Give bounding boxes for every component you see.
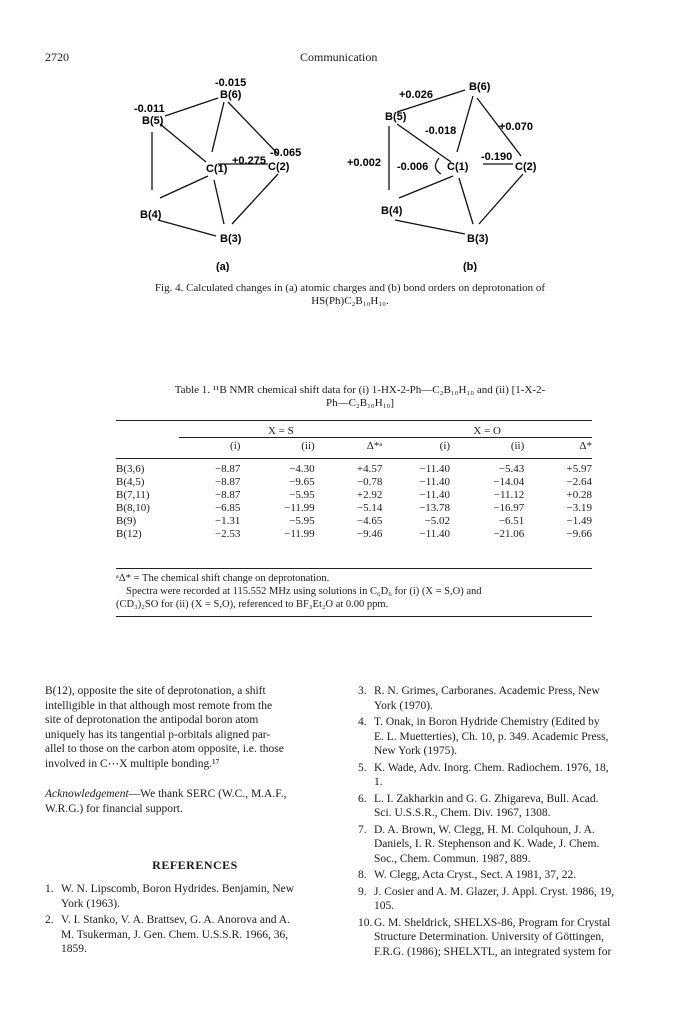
body-line: allel to those on the carbon atom opposite, i.e. those	[45, 743, 284, 755]
b-b3-label: B(3)	[467, 233, 489, 245]
cell: −1.31	[214, 515, 241, 527]
table-col-header	[116, 438, 592, 454]
body-line: involved in C⋯X multiple bonding.¹⁷	[45, 757, 220, 770]
reference-item	[45, 913, 345, 957]
body-paragraph	[45, 684, 345, 771]
col-s-ii: (ii)	[301, 439, 315, 452]
cell: −0.78	[356, 476, 383, 488]
table-group-header	[116, 424, 592, 438]
ref-line: R. N. Grimes, Carboranes. Academic Press, New	[374, 685, 600, 697]
nmr-table	[116, 424, 592, 541]
ref-num: 4.	[358, 716, 367, 728]
ref-line: E. L. Muetterties), Ch. 10, p. 349. Academic Press,	[374, 730, 609, 743]
body-line: intelligible in that although most remote from the	[45, 699, 273, 712]
references-heading: REFERENCES	[152, 858, 238, 872]
b-b5-label: B(5)	[385, 111, 407, 123]
ref-line: J. Cosier and A. M. Glazer, J. Appl. Cryst. 1986, 19,	[374, 885, 615, 898]
cell: +5.97	[566, 463, 592, 475]
cell: −21.06	[493, 528, 525, 540]
figure-caption-line1: Fig. 4. Calculated changes in (a) atomic charges and (b) bond orders on deprotonation of	[154, 282, 546, 294]
b-b6-c2-order: +0.070	[499, 121, 533, 133]
cell: −6.85	[214, 502, 241, 514]
page-number: 2720	[45, 50, 69, 64]
cell: −9.46	[356, 528, 383, 540]
table-row	[116, 463, 592, 476]
cell: −1.49	[566, 515, 592, 527]
cell: −5.02	[424, 515, 451, 527]
col-o-i: (i)	[439, 439, 451, 452]
ref-num: 5.	[358, 761, 367, 774]
cell: −4.65	[356, 515, 383, 527]
ref-line: York (1970).	[374, 699, 433, 712]
table-footnote-b2: (CD₃)₂SO for (ii) (X = S,O), referenced to BF₃Et₂O at 0.00 ppm.	[116, 599, 389, 610]
a-panel-label: (a)	[216, 261, 230, 272]
ref-line: Sci. U.S.S.R., Chem. Div. 1967, 1308.	[374, 807, 551, 819]
body-line: uniquely has its tangential p-orbitals aligned par-	[45, 728, 271, 741]
a-c1-charge: +0.275	[232, 155, 266, 167]
cell: −5.14	[356, 502, 383, 514]
row-label: B(7,11)	[116, 489, 150, 501]
ack-text-2: W.R.G.) for financial support.	[45, 802, 183, 815]
cell: −6.51	[498, 515, 525, 527]
references-right	[358, 684, 658, 961]
ref-line: M. Tsukerman, J. Gen. Chem. U.S.S.R. 1966, 36,	[61, 928, 289, 941]
row-label: B(8,10)	[116, 502, 150, 514]
cell: −11.40	[419, 528, 451, 540]
ref-line: 105.	[374, 900, 395, 912]
row-label: B(9)	[116, 515, 137, 527]
ref-num: 10.	[358, 916, 373, 929]
cell: −8.87	[214, 463, 241, 475]
group-o: X = O	[382, 424, 592, 438]
cell: −5.43	[498, 463, 525, 475]
reference-item	[358, 792, 658, 821]
b-c1-label: C(1)	[447, 161, 469, 173]
b-b5-b4-order: +0.002	[347, 157, 381, 169]
b-b5-b6-order: +0.026	[399, 89, 433, 101]
references-left	[45, 882, 345, 959]
a-b6-charge: -0.015	[215, 77, 247, 89]
cell: −11.40	[419, 489, 451, 501]
b-b6-label: B(6)	[469, 81, 491, 93]
a-c2-charge: -0.065	[270, 147, 302, 159]
ref-line: G. M. Sheldrick, SHELXS-86, Program for Crystal	[374, 916, 611, 929]
a-b5-label: B(5)	[142, 115, 164, 127]
row-label: B(12)	[116, 528, 142, 540]
acknowledgement	[45, 787, 345, 816]
cell: −9.66	[566, 528, 592, 540]
table-row	[116, 502, 592, 515]
cell: −4.30	[289, 463, 315, 475]
a-b3-label: B(3)	[220, 233, 242, 245]
table-caption-line1: Table 1. ¹¹B NMR chemical shift data for (i) 1-HX-2-Ph—C₂B₁₀H₁₀ and (ii) [1-X-2-	[174, 384, 546, 396]
ack-text: —We thank SERC (W.C., M.A.F.,	[128, 788, 287, 800]
figure-caption	[60, 282, 640, 308]
ref-line: V. I. Stanko, V. A. Brattsev, G. A. Anorova and A.	[61, 914, 290, 926]
ref-num: 7.	[358, 823, 367, 836]
col-s-i: (i)	[230, 439, 241, 452]
b-b5-c1-order: -0.018	[425, 125, 457, 137]
ref-line: 1859.	[61, 943, 87, 955]
ref-num: 9.	[358, 885, 367, 898]
cell: −9.65	[289, 476, 315, 488]
ref-line: D. A. Brown, W. Clegg, H. M. Colquhoun, J. A.	[374, 823, 595, 836]
cell: −11.40	[419, 476, 451, 488]
reference-item	[358, 761, 658, 790]
table-footnotes	[116, 572, 592, 611]
ref-line: 1.	[374, 776, 383, 788]
row-label: B(3,6)	[116, 463, 145, 475]
ref-line: New York (1975).	[374, 745, 458, 757]
ref-num: 1.	[45, 883, 54, 895]
cell: −2.53	[214, 528, 241, 540]
ref-line: T. Onak, in Boron Hydride Chemistry (Edited by	[374, 716, 600, 728]
cell: −5.95	[289, 515, 315, 527]
cell: −11.99	[284, 502, 315, 514]
cell: −2.64	[566, 476, 592, 488]
table-end-rule	[116, 616, 592, 617]
a-b6-label: B(6)	[220, 89, 242, 101]
table-row	[116, 489, 592, 502]
figure-caption-line2: HS(Ph)C₂B₁₀H₁₀.	[311, 295, 389, 307]
ref-num: 8.	[358, 869, 367, 881]
cell: −11.12	[493, 489, 525, 501]
col-s-delta: Δ*ᵃ	[366, 439, 383, 452]
row-label: B(4,5)	[116, 476, 145, 488]
cell: +2.92	[356, 489, 383, 501]
reference-item	[358, 823, 658, 867]
cell: −5.95	[289, 489, 315, 501]
reference-item	[358, 868, 658, 883]
ref-line: Structure Determination. University of Göttingen,	[374, 931, 604, 943]
cell: −11.99	[284, 528, 315, 540]
table-row	[116, 515, 592, 528]
cell: −14.04	[493, 476, 525, 488]
b-panel-label: (b)	[463, 261, 478, 272]
ref-num: 6.	[358, 792, 367, 805]
a-c2-label: C(2)	[268, 161, 290, 173]
body-line: site of deprotonation the antipodal boron atom	[45, 714, 259, 726]
table-caption	[100, 384, 620, 410]
reference-item	[45, 882, 345, 911]
cell: −8.87	[214, 489, 241, 501]
ref-num: 2.	[45, 914, 54, 926]
ref-line: L. I. Zakharkin and G. G. Zhigareva, Bull. Acad.	[374, 792, 599, 805]
ref-line: Soc., Chem. Commun. 1987, 889.	[374, 852, 531, 865]
table-caption-line2: Ph—C₂B₁₀H₁₀]	[325, 397, 395, 409]
cell: −8.87	[214, 476, 241, 488]
table-row	[116, 476, 592, 489]
body-line: B(12), opposite the site of deprotonation, a shift	[45, 685, 266, 697]
reference-item	[358, 885, 658, 914]
reference-item	[358, 715, 658, 759]
b-c1-b4-order: -0.006	[397, 161, 429, 173]
ref-line: Daniels, I. R. Stephenson and K. Wade, J. Chem.	[374, 838, 600, 850]
reference-item	[358, 916, 658, 960]
ack-label: Acknowledgement	[45, 788, 129, 800]
cell: +4.57	[356, 463, 383, 475]
group-s: X = S	[179, 424, 382, 438]
table-footnote-a: ᵃΔ* = The chemical shift change on deprotonation.	[116, 573, 330, 584]
ref-line: F.R.G. (1986); SHELXTL, an integrated system for	[374, 945, 612, 958]
reference-item	[358, 684, 658, 713]
ref-num: 3.	[358, 685, 367, 697]
b-c1-c2-order: -0.190	[481, 151, 513, 163]
cell: −13.78	[419, 502, 451, 514]
a-b5-charge: -0.011	[134, 103, 165, 115]
table-row	[116, 528, 592, 541]
b-c2-label: C(2)	[515, 161, 537, 173]
cell: +0.28	[566, 489, 592, 501]
a-c1-label: C(1)	[206, 163, 228, 175]
col-o-ii: (ii)	[510, 439, 525, 452]
ref-line: W. N. Lipscomb, Boron Hydrides. Benjamin, New	[61, 883, 295, 895]
table-top-rule	[116, 420, 592, 421]
cell: −16.97	[493, 502, 525, 514]
a-b4-label: B(4)	[140, 209, 162, 221]
running-header: Communication	[300, 50, 378, 64]
diagram-a	[120, 72, 310, 272]
cell: −3.19	[566, 502, 592, 514]
diagram-b	[345, 72, 555, 272]
ref-line: York (1963).	[61, 897, 120, 910]
table-bottom-rule	[116, 568, 592, 569]
cell: −11.40	[419, 463, 451, 475]
col-o-delta: Δ*	[579, 439, 592, 452]
ref-line: K. Wade, Adv. Inorg. Chem. Radiochem. 1976, 18,	[374, 761, 609, 774]
table-footnote-b1: Spectra were recorded at 115.552 MHz using solutions in C₆D₆ for (i) (X = S,O) and	[126, 586, 482, 597]
ref-line: W. Clegg, Acta Cryst., Sect. A 1981, 37, 22.	[374, 869, 577, 881]
b-b4-label: B(4)	[381, 205, 403, 217]
